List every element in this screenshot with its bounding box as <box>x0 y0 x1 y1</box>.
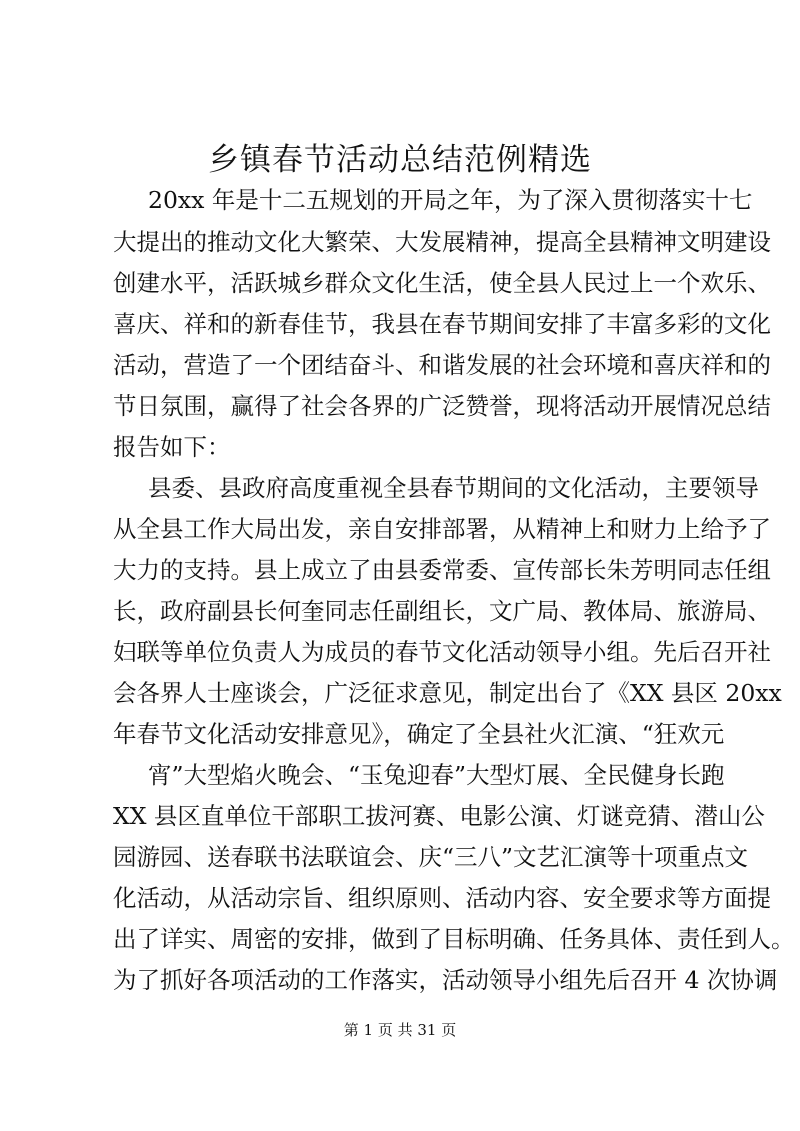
paragraph-line: 会各界人士座谈会，广泛征求意见，制定出台了《XX 县区 20xx <box>113 679 782 707</box>
paragraph-line: 化活动，从活动宗旨、组织原则、活动内容、安全要求等方面提 <box>113 884 771 912</box>
paragraph-line: 从全县工作大局出发，亲自安排部署，从精神上和财力上给予了 <box>113 515 771 543</box>
paragraph-line: 大提出的推动文化大繁荣、大发展精神，提高全县精神文明建设 <box>113 228 771 256</box>
page-number-footer: 第 1 页 共 31 页 <box>343 1021 457 1039</box>
paragraph-line: 长，政府副县长何奎同志任副组长，文广局、教体局、旅游局、 <box>113 597 771 625</box>
paragraph-line: 妇联等单位负责人为成员的春节文化活动领导小组。先后召开社 <box>113 638 771 666</box>
paragraph-line: XX 县区直单位干部职工拔河赛、电影公演、灯谜竞猜、潜山公 <box>113 802 765 830</box>
paragraph-line: 县委、县政府高度重视全县春节期间的文化活动，主要领导 <box>148 474 759 502</box>
paragraph-line: 创建水平，活跃城乡群众文化生活，使全县人民过上一个欢乐、 <box>113 269 771 297</box>
paragraph-line: 喜庆、祥和的新春佳节，我县在春节期间安排了丰富多彩的文化 <box>113 310 771 338</box>
paragraph-line: 活动，营造了一个团结奋斗、和谐发展的社会环境和喜庆祥和的 <box>113 351 771 379</box>
paragraph-line: 年春节文化活动安排意见》，确定了全县社火汇演、“狂欢元 <box>113 720 725 748</box>
paragraph-line: 宵”大型焰火晚会、“玉兔迎春”大型灯展、全民健身长跑 <box>148 761 725 789</box>
paragraph-line: 出了详实、周密的安排，做到了目标明确、任务具体、责任到人。 <box>113 925 795 953</box>
paragraph-line: 报告如下： <box>113 433 231 461</box>
paragraph-line: 节日氛围，赢得了社会各界的广泛赞誉，现将活动开展情况总结 <box>113 392 771 420</box>
paragraph-line: 20xx 年是十二五规划的开局之年，为了深入贯彻落实十七 <box>148 186 753 214</box>
paragraph-line: 大力的支持。县上成立了由县委常委、宣传部长朱芳明同志任组 <box>113 556 771 584</box>
paragraph-line: 为了抓好各项活动的工作落实，活动领导小组先后召开 4 次协调 <box>113 966 778 994</box>
page-title: 乡镇春节活动总结范例精选 <box>208 142 592 178</box>
paragraph-line: 园游园、送春联书法联谊会、庆“三八”文艺汇演等十项重点文 <box>113 843 749 871</box>
